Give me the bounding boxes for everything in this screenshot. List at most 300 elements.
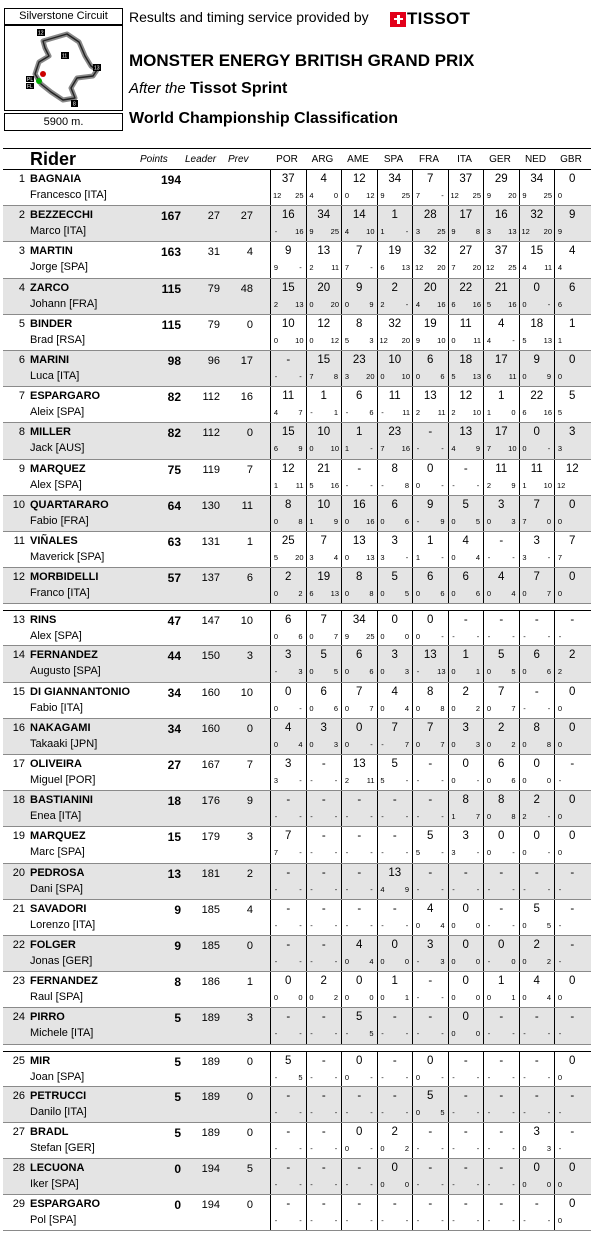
race-total-points: -: [428, 1125, 433, 1138]
race-points-breakdown: [557, 1144, 588, 1153]
race-total-points: 32: [423, 245, 437, 258]
race-result-cell: [270, 646, 306, 681]
race-total-points: 7: [356, 245, 363, 258]
sprint-points: -: [558, 956, 562, 966]
race-total-points: 10: [281, 317, 295, 330]
race-result-cell: [554, 532, 590, 567]
race-result-cell: [341, 936, 377, 971]
rider-first-name: Marco [ITA]: [30, 225, 87, 238]
race-result-cell: [554, 683, 590, 718]
gap-to-previous: 9: [246, 795, 253, 808]
race-points-breakdown: [380, 372, 411, 381]
race-points: 0: [475, 1029, 481, 1039]
race-result-cell: [519, 864, 555, 899]
race-points: 4: [440, 920, 445, 930]
race-points-breakdown: [380, 921, 411, 930]
race-result-cell: [412, 646, 448, 681]
sprint-points: 0: [557, 848, 563, 858]
race-points: -: [476, 1107, 480, 1117]
race-points: -: [476, 1072, 480, 1082]
race-result-cell: [341, 864, 377, 899]
sprint-points: 0: [451, 703, 456, 713]
sprint-points: -: [487, 884, 491, 894]
rider-first-name: Lorenzo [ITA]: [30, 918, 96, 931]
map-label: 11: [62, 53, 68, 60]
race-points: -: [441, 1072, 444, 1082]
race-result-cell: [306, 315, 342, 350]
race-result-cell: [306, 1159, 342, 1194]
race-points: 20: [330, 299, 339, 309]
race-column-header: GBR: [560, 154, 582, 165]
race-total-points: 5: [498, 649, 505, 662]
race-points: [582, 481, 588, 490]
race-points-breakdown: [415, 481, 446, 490]
race-points: -: [405, 552, 409, 562]
race-points-breakdown: [522, 372, 553, 381]
sprint-points: -: [416, 1216, 420, 1226]
race-points: 8: [298, 516, 303, 526]
race-points-breakdown: [486, 481, 517, 490]
rider-position: 22: [12, 938, 25, 951]
race-total-points: -: [428, 975, 433, 988]
race-result-cell: [377, 1159, 413, 1194]
sprint-points: -: [487, 632, 491, 642]
race-points: -: [370, 444, 373, 454]
sprint-points: 0: [273, 632, 279, 642]
race-points-breakdown: [486, 300, 517, 309]
race-results: [270, 423, 590, 458]
sprint-points: -: [274, 1216, 278, 1226]
sprint-points: 12: [450, 191, 459, 200]
sprint-points: -: [487, 1029, 491, 1039]
race-total-points: 0: [356, 1125, 363, 1138]
sprint-points: -: [345, 1216, 349, 1226]
sprint-points: 0: [380, 516, 385, 526]
rider-first-name: Enea [ITA]: [30, 810, 82, 823]
race-total-points: -: [570, 614, 575, 627]
sprint-points: 2: [415, 408, 421, 418]
sprint-points: 0: [380, 371, 385, 381]
race-points-breakdown: [557, 481, 588, 490]
table-row: [3, 719, 591, 755]
rider-points: 167: [160, 209, 181, 224]
gap-to-previous: 1: [246, 976, 253, 989]
sprint-points: -: [558, 1143, 562, 1153]
race-points-breakdown: [380, 408, 411, 417]
sprint-points: -: [310, 956, 313, 966]
gap-to-leader: 31: [207, 246, 220, 259]
race-result-cell: [519, 496, 555, 531]
race-points: 8: [546, 739, 552, 749]
race-points: -: [441, 993, 444, 1003]
sprint-points: -: [345, 1029, 349, 1039]
race-result-cell: [483, 1123, 519, 1158]
race-result-cell: [341, 1052, 377, 1086]
race-points-breakdown: [451, 300, 482, 309]
race-points: -: [512, 552, 515, 562]
race-total-points: 8: [533, 721, 540, 734]
race-points-breakdown: [486, 589, 517, 598]
table-row: [3, 170, 591, 206]
table-row: [3, 242, 591, 278]
race-points: 6: [298, 632, 303, 642]
race-total-points: 15: [317, 353, 331, 366]
race-results: [270, 791, 590, 826]
race-points-breakdown: [522, 776, 553, 785]
race-points: 16: [437, 299, 446, 309]
race-result-cell: [341, 1087, 377, 1122]
race-total-points: -: [499, 1089, 504, 1102]
race-points-breakdown: [309, 1216, 340, 1225]
race-points: 4: [298, 739, 303, 749]
session-name: Tissot Sprint: [189, 80, 288, 97]
race-total-points: -: [357, 866, 362, 879]
race-points: 3: [369, 335, 374, 345]
race-result-cell: [483, 1008, 519, 1043]
sprint-points: 4: [344, 227, 350, 237]
race-column-header: POR: [276, 154, 298, 165]
race-total-points: 17: [494, 426, 508, 439]
race-points: 7: [298, 408, 303, 418]
rider-position: 5: [18, 317, 25, 330]
race-points-breakdown: [380, 1216, 411, 1225]
race-result-cell: [341, 351, 377, 386]
race-points: 20: [401, 335, 410, 345]
race-points: -: [476, 632, 480, 642]
race-points: [582, 408, 588, 417]
table-row: [3, 206, 591, 242]
race-total-points: 9: [285, 245, 292, 258]
rider-position: 9: [18, 462, 25, 475]
race-points-breakdown: [309, 1029, 340, 1038]
race-points-breakdown: [557, 191, 588, 200]
gap-to-leader: 186: [201, 976, 220, 989]
race-total-points: 10: [388, 353, 402, 366]
sprint-points: -: [416, 1029, 420, 1039]
race-total-points: -: [463, 1125, 468, 1138]
race-total-points: 19: [388, 245, 402, 258]
race-total-points: 0: [356, 721, 363, 734]
race-points-breakdown: [344, 885, 375, 894]
race-points-breakdown: [309, 993, 340, 1002]
gap-to-leader: 189: [201, 1090, 220, 1103]
race-points-breakdown: [344, 589, 375, 598]
race-result-cell: [341, 719, 377, 754]
race-result-cell: [448, 1087, 484, 1122]
race-points: 5: [333, 667, 339, 677]
race-points-breakdown: [486, 372, 517, 381]
gap-to-previous: 0: [246, 939, 253, 952]
race-total-points: 10: [317, 426, 331, 439]
race-result-cell: [270, 755, 306, 790]
sprint-points: 0: [309, 703, 314, 713]
race-total-points: -: [392, 902, 397, 915]
sprint-points: -: [310, 1029, 313, 1039]
race-points: 3: [511, 516, 516, 526]
race-total-points: -: [499, 534, 504, 547]
sprint-points: 9: [486, 191, 492, 200]
sprint-points: -: [274, 812, 278, 822]
race-points-breakdown: [273, 227, 304, 236]
race-result-cell: [554, 1008, 590, 1043]
rider-position: 17: [12, 758, 25, 770]
gap-to-leader: 131: [201, 535, 220, 548]
rider-points: 47: [167, 614, 181, 629]
race-result-cell: [306, 972, 342, 1007]
race-total-points: 0: [533, 281, 540, 294]
gap-to-previous: 0: [246, 722, 253, 735]
gap-to-leader: 189: [201, 1055, 220, 1068]
race-total-points: 6: [391, 498, 398, 511]
race-total-points: 0: [462, 1011, 469, 1024]
race-points-breakdown: [415, 740, 446, 749]
race-points-breakdown: [309, 300, 340, 309]
race-points-breakdown: [486, 632, 517, 641]
race-total-points: 21: [494, 281, 508, 294]
table-row: [3, 1051, 591, 1087]
race-points: 13: [295, 299, 304, 309]
race-points: 13: [401, 263, 410, 273]
race-points-breakdown: [415, 263, 446, 272]
race-points-breakdown: [273, 885, 304, 894]
sprint-points: -: [381, 739, 384, 749]
race-points-breakdown: [557, 921, 588, 930]
race-result-cell: [519, 460, 555, 495]
sprint-points: -: [452, 1107, 455, 1117]
rider-position: 13: [12, 614, 25, 627]
race-result-cell: [341, 568, 377, 603]
race-points-breakdown: [273, 517, 304, 526]
rider-last-name: PETRUCCI: [30, 1089, 87, 1102]
race-result-cell: [412, 568, 448, 603]
race-points-breakdown: [273, 632, 304, 641]
race-points-breakdown: [415, 957, 446, 966]
race-points-breakdown: [451, 812, 482, 821]
tissot-logo: [390, 11, 470, 27]
race-result-cell: [412, 315, 448, 350]
race-total-points: 3: [498, 498, 505, 511]
brand-name: TISSOT: [407, 9, 471, 28]
race-result-cell: [554, 206, 590, 241]
rider-last-name: QUARTARARO: [30, 498, 109, 511]
sprint-points: 0: [451, 956, 456, 966]
race-total-points: 6: [427, 571, 434, 584]
race-total-points: 13: [423, 649, 437, 662]
race-points-breakdown: [557, 812, 588, 821]
race-points: 9: [369, 299, 374, 309]
rider-position: 18: [12, 794, 25, 807]
sprint-points: 0: [522, 1143, 527, 1153]
sprint-points: 0: [522, 776, 527, 785]
race-points: -: [512, 920, 515, 930]
sprint-points: 2: [380, 299, 385, 309]
race-points: -: [405, 776, 409, 785]
race-total-points: -: [392, 830, 397, 843]
race-points: 16: [508, 299, 517, 309]
race-result-cell: [483, 864, 519, 899]
race-total-points: 0: [391, 1162, 398, 1175]
race-result-cell: [412, 460, 448, 495]
sprint-points: 0: [451, 335, 456, 345]
sprint-points: 0: [557, 1216, 563, 1226]
race-points-breakdown: [522, 517, 553, 526]
race-points: -: [512, 1143, 515, 1153]
race-points: 9: [333, 516, 339, 526]
race-points: 11: [402, 408, 410, 418]
race-total-points: 4: [498, 317, 505, 330]
sprint-points: 0: [415, 1072, 421, 1082]
rider-last-name: FERNANDEZ: [30, 649, 98, 662]
sprint-points: -: [381, 920, 384, 930]
race-total-points: 0: [462, 902, 469, 915]
race-points: [582, 517, 588, 526]
race-column-header: ITA: [457, 154, 472, 165]
race-result-cell: [448, 315, 484, 350]
race-total-points: 5: [391, 571, 398, 584]
rider-position: 15: [12, 685, 25, 698]
race-result-cell: [519, 242, 555, 277]
race-result-cell: [377, 1052, 413, 1086]
race-points-breakdown: [557, 408, 588, 417]
race-result-cell: [412, 827, 448, 862]
race-total-points: 4: [569, 245, 576, 258]
race-points: -: [370, 739, 373, 749]
sprint-points: 7: [273, 848, 279, 858]
race-result-cell: [448, 1052, 484, 1086]
race-total-points: 6: [498, 758, 505, 770]
race-points: 5: [511, 667, 516, 677]
rider-last-name: BAGNAIA: [30, 173, 82, 185]
race-points-breakdown: [522, 481, 553, 490]
race-result-cell: [412, 611, 448, 645]
sprint-points: -: [523, 1216, 526, 1226]
race-total-points: 0: [569, 794, 576, 807]
rider-position: 29: [12, 1198, 25, 1211]
race-result-cell: [483, 532, 519, 567]
race-points: -: [299, 956, 302, 966]
rider-last-name: MARQUEZ: [30, 830, 86, 843]
race-points-breakdown: [273, 408, 304, 417]
race-total-points: -: [534, 1054, 539, 1067]
sprint-points: 0: [522, 993, 527, 1003]
race-points: -: [441, 444, 444, 454]
session-prefix: After the: [129, 80, 186, 97]
race-total-points: -: [321, 902, 326, 915]
race-total-points: 13: [352, 758, 366, 770]
race-points: -: [547, 1107, 551, 1117]
race-total-points: -: [499, 1011, 504, 1024]
race-points: -: [370, 920, 373, 930]
rider-first-name: Jack [AUS]: [30, 442, 85, 455]
race-result-cell: [412, 1159, 448, 1194]
race-points: 9: [511, 480, 516, 490]
race-total-points: 7: [533, 571, 540, 584]
sprint-points: 0: [415, 1107, 421, 1117]
sprint-points: -: [345, 1180, 349, 1190]
race-total-points: 0: [533, 426, 540, 439]
race-points: -: [512, 335, 515, 345]
rider-last-name: FOLGER: [30, 938, 76, 951]
race-total-points: 11: [282, 390, 295, 403]
race-total-points: 4: [320, 173, 327, 185]
race-result-cell: [483, 827, 519, 862]
race-total-points: 12: [352, 173, 366, 185]
race-result-cell: [270, 936, 306, 971]
race-points-breakdown: [344, 812, 375, 821]
race-result-cell: [448, 1195, 484, 1230]
gap-to-previous: 3: [246, 1012, 253, 1025]
race-points-breakdown: [415, 1180, 446, 1189]
sprint-points: 1: [486, 408, 492, 418]
race-result-cell: [519, 206, 555, 241]
race-total-points: -: [357, 462, 362, 475]
sprint-points: 2: [486, 480, 492, 490]
sprint-points: 0: [344, 956, 350, 966]
race-points-breakdown: [344, 517, 375, 526]
race-total-points: 21: [317, 462, 331, 475]
race-result-cell: [448, 568, 484, 603]
rider-first-name: Raul [SPA]: [30, 991, 83, 1004]
race-points-breakdown: [522, 444, 553, 453]
race-points: -: [370, 1216, 373, 1226]
table-row: [3, 532, 591, 568]
race-result-cell: [341, 611, 377, 645]
race-points-breakdown: [380, 885, 411, 894]
race-total-points: 5: [356, 1011, 363, 1024]
race-total-points: 4: [391, 685, 398, 698]
sprint-points: -: [310, 1107, 313, 1117]
race-points-breakdown: [309, 408, 340, 417]
race-points-breakdown: [344, 1180, 375, 1189]
race-results: [270, 1123, 590, 1158]
race-result-cell: [483, 755, 519, 790]
race-results: [270, 936, 590, 971]
rider-points: 115: [161, 317, 181, 332]
race-result-cell: [306, 1123, 342, 1158]
event-title: MONSTER ENERGY BRITISH GRAND PRIX: [129, 51, 475, 70]
race-points: [582, 885, 588, 894]
race-points: -: [405, 1216, 409, 1226]
race-total-points: 8: [462, 794, 469, 807]
race-points-breakdown: [486, 957, 517, 966]
sprint-points: 6: [273, 444, 279, 454]
race-points-breakdown: [380, 848, 411, 857]
race-results: [270, 972, 590, 1007]
sprint-points: 0: [522, 371, 527, 381]
sprint-points: 3: [380, 552, 385, 562]
race-points-breakdown: [273, 1216, 304, 1225]
race-points: 11: [331, 263, 339, 273]
rider-points: 0: [174, 1198, 181, 1213]
gap-to-leader: 79: [207, 282, 220, 295]
race-total-points: 2: [498, 721, 505, 734]
sprint-points: 7: [486, 444, 492, 454]
race-results: [270, 646, 590, 681]
sprint-points: -: [381, 1107, 384, 1117]
sprint-points: 0: [344, 739, 350, 749]
race-points-breakdown: [344, 921, 375, 930]
race-result-cell: [554, 1159, 590, 1194]
race-points: [582, 1108, 588, 1117]
race-result-cell: [554, 387, 590, 422]
race-total-points: -: [534, 866, 539, 879]
race-total-points: 27: [459, 245, 473, 258]
race-result-cell: [554, 611, 590, 645]
race-points: 9: [440, 516, 445, 526]
race-result-cell: [306, 387, 342, 422]
race-total-points: -: [286, 1011, 291, 1024]
sprint-points: 0: [344, 993, 350, 1003]
